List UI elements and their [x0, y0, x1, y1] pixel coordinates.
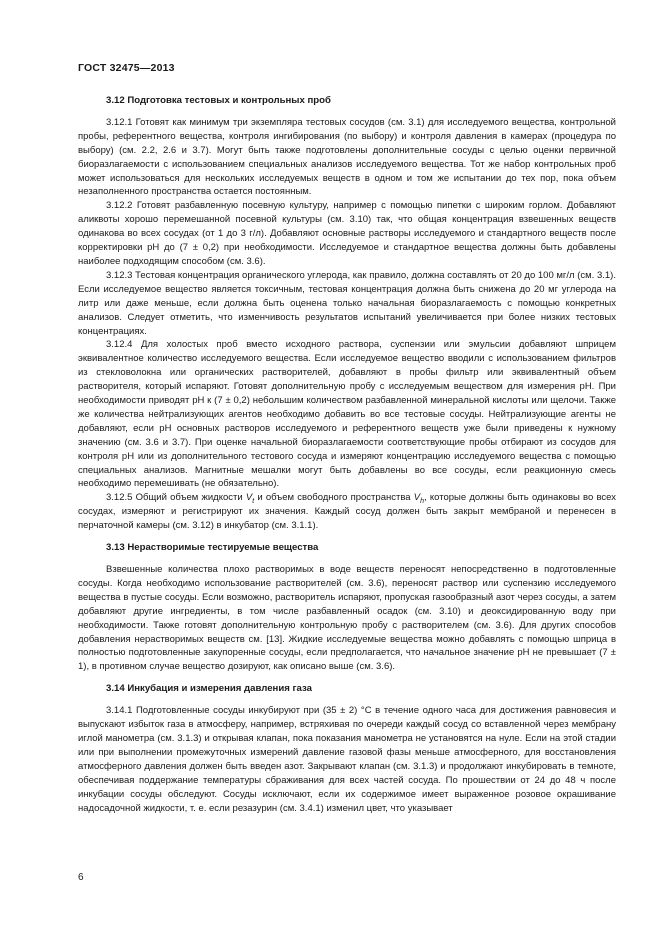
p5-text-a: 3.12.5 Общий объем жидкости: [106, 492, 246, 504]
paragraph-3-13: Взвешенные количества плохо растворимых в воде веществ переносят непосредственно в подготовленные сосуды. Когда необходимо использование растворителей (см. 3.6), переносят раствор или суспензию исследуемого вещества в пустые сосуды. Если возможно, растворитель испаряют, пропуская газообразный азот через сосуды, а затем добавляют другие ингредиенты, в том числе разбавленный осадок (см. 3.10) и деоксидированную воду при необходимости. Также готовят дополнительную контрольную пробу с растворителем (см. 3.6). Для других способов добавления нерастворимых веществ см. [13]. Жидкие исследуемые вещества можно добавлять с помощью шприца в полностью подготовленные закупоренные сосуды, если предполагается, что начальное значение рН не превышает (7 ± 1), в противном случае вещество дозируют, как описано выше (см. 3.6).: [78, 564, 616, 673]
symbol-v-headspace: $V_h$: [413, 492, 425, 506]
section-heading-3-12: 3.12 Подготовка тестовых и контрольных проб: [106, 95, 331, 106]
page-number: 6: [78, 872, 84, 883]
paragraph-3-12-3: 3.12.3 Тестовая концентрация органического углерода, как правило, должна составлять от 20 до 100 мг/л (см. 3.1). Если исследуемое вещество является токсичным, тестовая концентрация должна быть снижена до 20 мг углерода на литр или даже меньше, если должна быть оценена только начальная биоразлагаемость с помощью конкретных анализов. Следует отметить, что изменчивость результатов испытаний увеличивается при более низких тестовых концентрациях.: [78, 269, 616, 337]
paragraph-3-12-2: 3.12.2 Готовят разбавленную посевную культуру, например с помощью пипетки с широким горлом. Добавляют аликвоты хорошо перемешанной посевной культуры (см. 3.10) так, что общая концентрация взвешенных веществ одинакова во всех сосудах (от 1 до 3 г/л). Добавляют основные растворы исследуемого и стандартного веществ после корректировки рН до (7 ± 0,2) при необходимости. Исследуемое и стандартное вещества должны быть добавлены наиболее подходящим способом (см. 3.6).: [78, 200, 616, 267]
paragraph-3-14-1: 3.14.1 Подготовленные сосуды инкубируют при (35 ± 2) °С в течение одного часа для достижения равновесия и выпускают избыток газа в атмосферу, например, встряхивая по очереди каждый сосуд со вставленной через мембрану иглой манометра (см. 3.1.3) и открывая клапан, пока показания манометра не установятся на нуле. Если на этой стадии или при выполнении промежуточных измерений давление газовой фазы меньше атмосферного, для восстановления атмосферного давления должен быть введен азот. Закрывают клапан (см. 3.1.3) и продолжают инкубировать в темноте, обеспечивая поддержание температуры сбраживания для всех частей сосуда. По прошествии от 24 до 48 ч после инкубации сосуды обследуют. Сосуды исключают, если их содержимое имеет выраженное розовое окрашивание надосадочной жидкости, т. е. если резазурин (см. 3.4.1) изменил цвет, что указывает: [78, 705, 616, 814]
section-heading-3-13: 3.13 Нерастворимые тестируемые вещества: [106, 542, 319, 554]
paragraph-3-12-5: [78, 491, 616, 533]
p5-text-b: и объем свободного пространства: [254, 492, 414, 504]
document-body: [78, 94, 616, 815]
section-heading-3-14: 3.14 Инкубация и измерения давления газа: [106, 683, 312, 695]
paragraph-3-12-1: 3.12.1 Готовят как минимум три экземпляра тестовых сосудов (см. 3.1) для исследуемого вещества, контрольной пробы, референтного вещества, контроля ингибирования (по выбору) и контроля давления в камерах (процедура по выбору) (см. 2.2, 2.6 и 3.7). Могут быть также подготовлены дополнительные сосуды с целью оценки первичной биоразлагаемости с использованием специальных анализов исследуемого вещества. Тот же набор контрольных проб может использоваться для нескольких исследуемых веществ в одном и том же испытании до тех пор, пока объем незаполненного пространства остается постоянным.: [78, 116, 616, 198]
p5-text-c: , которые должны быть одинаковы во всех сосудах, измеряют и регистрируют их значения. Каждый сосуд должен быть закрыт мембраной и перенесен в перчаточной камеры (см. 3.12) в инкубатор (см. 3.1.1).: [78, 492, 616, 532]
paragraph-3-12-4: 3.12.4 Для холостых проб вместо исходного раствора, суспензии или эмульсии добавляют шприцем эквивалентное количество исследуемого вещества. Если исследуемое вещество вводили с использованием фильтров из стекловолокна или органических растворителей, добавляют в пробы фильтр или эквивалентный объем растворителя, который испаряют. Готовят дополнительную пробу с исследуемым веществом для измерения рН. При необходимости приводят рН к (7 ± 0,2) небольшим количеством разбавленной минеральной кислоты или щелочи. Также же количества нейтрализующих агентов необходимо добавить во все тестовые сосуды. Нейтрализующие агенты не добавляют, если рН основных растворов исследуемого и референтного веществ уже были приведены к нужному значению (см. 3.6 и 3.7). При оценке начальной биоразлагаемости соответствующие пробы отбирают из сосудов для контроля рН или из дополнительного тестового сосуда и измеряют концентрацию исследуемого вещества с помощью специальных анализов. Магнитные мешалки могут быть добавлены во все сосуды, если реакционную смесь необходимо перемешивать (не обязательно).: [78, 339, 616, 490]
document-id-header: ГОСТ 32475—2013: [78, 62, 175, 74]
symbol-v-liquid: $V_t$: [245, 492, 255, 506]
